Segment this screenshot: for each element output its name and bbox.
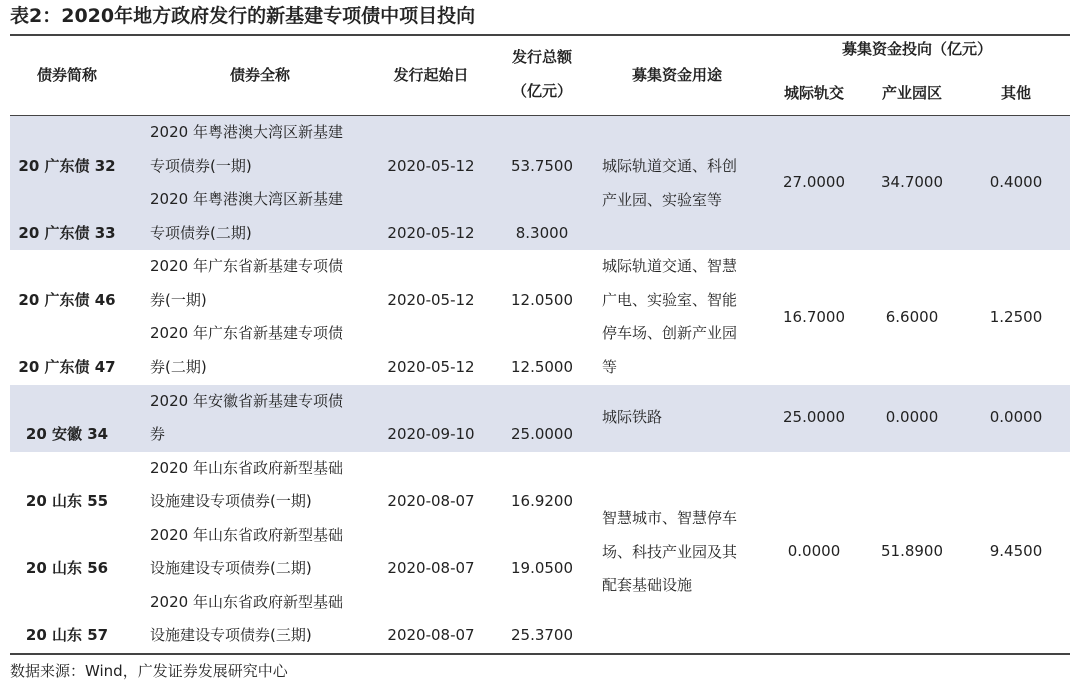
header-start-date: 发行起始日 [393,66,469,84]
table-title: 表2：2020年地方政府发行的新基建专项债中项目投向 [10,5,476,27]
issue-date: 2020-08-07 [387,492,475,510]
issue-date: 2020-05-12 [387,291,475,309]
bond-short-name: 20 广东债 32 [18,157,116,175]
data-source-note: 数据来源：Wind，广发证券发展研究中心 [10,662,288,680]
alloc-rail-value: 16.7000 [782,308,846,326]
alloc-other-value: 1.2500 [989,308,1043,326]
header-alloc-rail: 城际轨交 [783,84,844,102]
alloc-rail-value: 0.0000 [787,542,841,560]
full-name-line: 2020 年山东省政府新型基础 [150,593,343,611]
issue-amount: 53.7500 [510,157,574,175]
full-name-line: 设施建设专项债券(三期) [150,626,312,644]
bond-short-name: 20 山东 56 [25,559,109,577]
full-name-line: 2020 年广东省新基建专项债 [150,324,343,342]
alloc-other-value: 9.4500 [989,542,1043,560]
bond-short-name: 20 广东债 33 [18,224,116,242]
fund-usage [602,150,737,217]
full-name-line: 专项债券(二期) [150,224,252,242]
alloc-park-value: 34.7000 [880,173,944,191]
header-short-name: 债券简称 [36,66,97,84]
fund-usage [602,502,737,603]
top-rule [10,34,1070,36]
fund-usage-line: 等 [602,357,618,376]
full-name-line: 券(二期) [150,358,207,376]
issue-date: 2020-09-10 [387,425,475,443]
issue-date: 2020-05-12 [387,157,475,175]
alloc-rail-value: 27.0000 [782,173,846,191]
fund-usage [602,250,737,384]
header-alloc-group: 募集资金投向（亿元） [841,40,992,58]
fund-usage-line: 智慧城市、智慧停车 [602,509,738,527]
alloc-park-value: 51.8900 [880,542,944,560]
bond-short-name: 20 安徽 34 [25,425,109,443]
issue-date: 2020-05-12 [387,358,475,376]
fund-usage-line: 产业园、实验室等 [602,190,723,209]
issue-amount: 12.0500 [510,291,574,309]
fund-usage-line: 场、科技产业园及其 [602,542,738,561]
full-name-line: 2020 年山东省政府新型基础 [150,526,343,544]
full-name-line: 券 [150,425,166,443]
fund-usage-line: 配套基础设施 [602,576,693,594]
issue-date: 2020-08-07 [387,559,475,577]
full-name-line: 2020 年山东省政府新型基础 [150,459,343,477]
issue-amount: 12.5000 [510,358,574,376]
alloc-park-value: 6.6000 [885,308,939,326]
header-total-unit: （亿元） [511,82,572,100]
full-name-line: 设施建设专项债券(二期) [150,559,312,577]
fund-usage-line: 停车场、创新产业园 [602,324,738,342]
full-name-line: 2020 年粤港澳大湾区新基建 [150,123,343,141]
issue-amount: 25.3700 [510,626,574,644]
header-alloc-park: 产业园区 [881,84,942,102]
issue-amount: 25.0000 [510,425,574,443]
fund-usage-line: 城际轨道交通、科创 [602,157,738,175]
full-name-line: 专项债券(一期) [150,157,252,175]
header-alloc-other: 其他 [1000,84,1031,102]
header-usage: 募集资金用途 [631,66,722,84]
alloc-other-value: 0.4000 [989,173,1043,191]
full-name-line: 2020 年安徽省新基建专项债 [150,392,343,410]
full-name-line: 券(一期) [150,291,207,309]
bond-short-name: 20 广东债 47 [18,358,116,376]
alloc-other-value: 0.0000 [989,408,1043,426]
bond-short-name: 20 广东债 46 [18,291,116,309]
full-name-line: 2020 年粤港澳大湾区新基建 [150,190,343,208]
fund-usage-line: 城际轨道交通、智慧 [602,257,738,275]
bond-short-name: 20 山东 57 [25,626,109,644]
header-full-name: 债券全称 [229,66,290,84]
fund-usage-line: 广电、实验室、智能 [602,290,738,309]
bottom-rule [10,653,1070,655]
fund-usage [602,401,662,435]
alloc-park-value: 0.0000 [885,408,939,426]
fund-usage-line: 城际铁路 [602,408,663,426]
header-total-amount: 发行总额 [511,48,572,66]
issue-amount: 8.3000 [515,224,569,242]
issue-date: 2020-05-12 [387,224,475,242]
issue-amount: 19.0500 [510,559,574,577]
issue-amount: 16.9200 [510,492,574,510]
full-name-line: 设施建设专项债券(一期) [150,492,312,510]
alloc-rail-value: 25.0000 [782,408,846,426]
full-name-line: 2020 年广东省新基建专项债 [150,257,343,275]
issue-date: 2020-08-07 [387,626,475,644]
bond-short-name: 20 山东 55 [25,492,109,510]
